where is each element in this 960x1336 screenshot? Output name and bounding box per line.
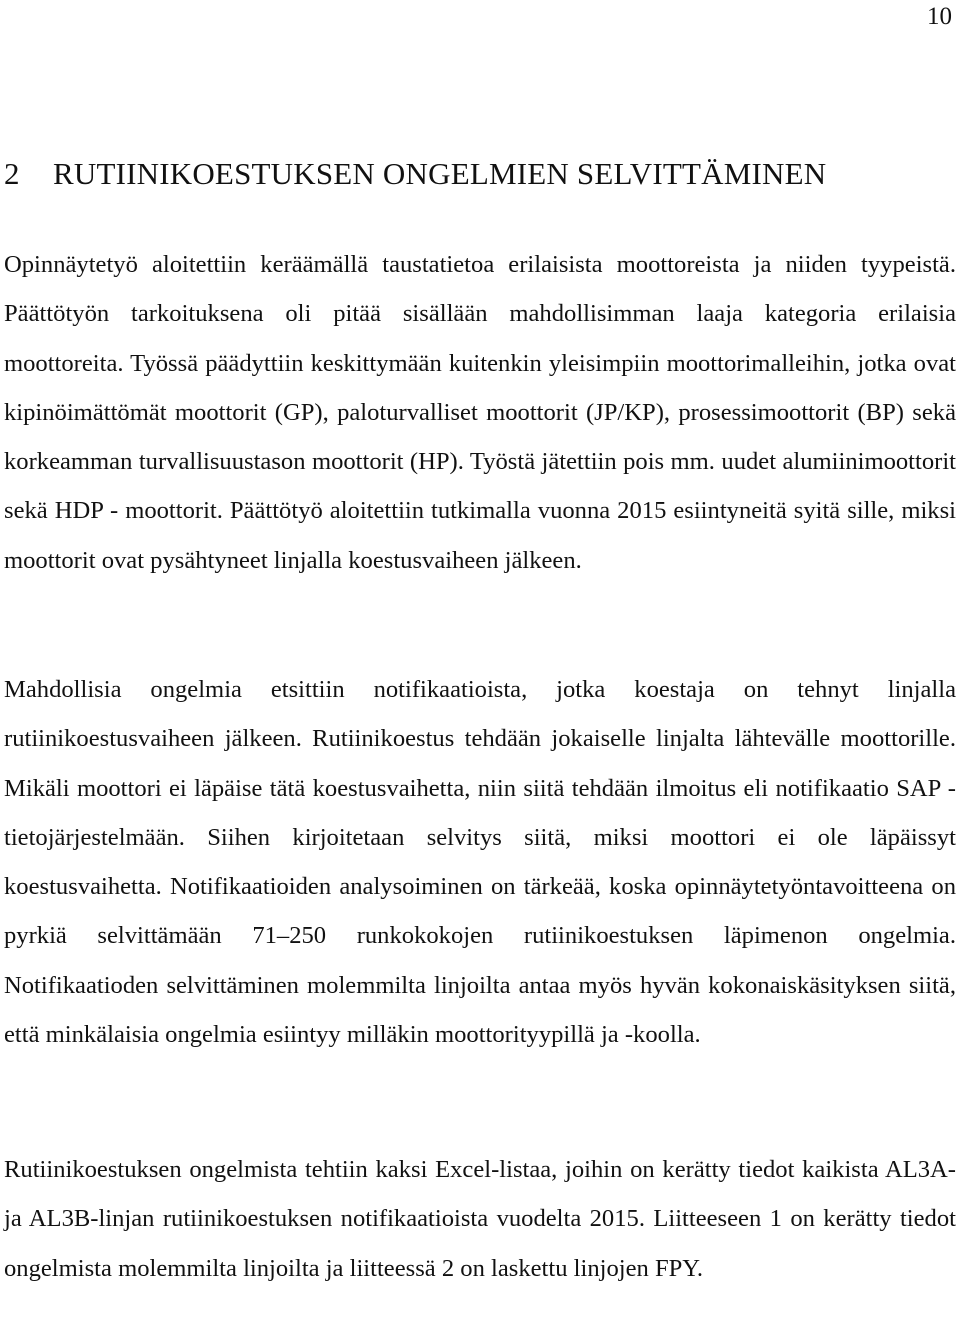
body-paragraph: Mahdollisia ongelmia etsittiin notifikaatioista, jotka koestaja on tehnyt linjalla rutiinikoestusvaiheen jälkeen. Rutiinikoestus tehdään jokaiselle linjalta lähtevälle moottorille. Mikäli moottori ei läpäise tätä koestusvaihetta, niin siitä tehdään ilmoitus eli notifikaatio SAP -tietojärjestelmään. Siihen kirjoitetaan selvitys siitä, miksi moottori ei ole läpäissyt koestusvaihetta. Notifikaatioiden analysoiminen on tärkeää, koska opinnäytetyöntavoitteena on pyrkiä selvittämään 71–250 runkokokojen rutiinikoestuksen läpimenon ongelmia. Notifikaatioden selvittäminen molemmilta linjoilta antaa myös hyvän kokonaiskäsityksen siitä, että minkälaisia ongelmia esiintyy milläkin moottorityypillä ja -koolla.: [4, 676, 956, 1049]
chapter-heading: [4, 152, 826, 196]
chapter-number: 2: [4, 156, 20, 191]
body-paragraph: Opinnäytetyö aloitettiin keräämällä taustatietoa erilaisista moottoreista ja niiden tyypeistä. Päättötyön tarkoituksena oli pitää sisällään mahdollisimman laaja kategoria erilaisia moottoreita. Työssä päädyttiin keskittymään kuitenkin yleisimpiin moottorimalleihin, jotka ovat kipinöimättömät moottorit (GP), paloturvalliset moottorit (JP/KP), prosessimoottorit (BP) sekä korkeamman turvallisuustason moottorit (HP). Työstä jätettiin pois mm. uudet alumiinimoottorit sekä HDP - moottorit. Päättötyö aloitettiin tutkimalla vuonna 2015 esiintyneitä syitä sille, miksi moottorit ovat pysähtyneet linjalla koestusvaiheen jälkeen.: [4, 251, 956, 574]
chapter-title: RUTIINIKOESTUKSEN ONGELMIEN SELVITTÄMINEN: [53, 156, 827, 191]
body-paragraph: Rutiinikoestuksen ongelmista tehtiin kaksi Excel-listaa, joihin on kerätty tiedot kaikista AL3A- ja AL3B-linjan rutiinikoestuksen notifikaatioista vuodelta 2015. Liitteeseen 1 on kerätty tiedot ongelmista molemmilta linjoilta ja liitteessä 2 on laskettu linjojen FPY.: [4, 1156, 956, 1282]
page-number: 10: [927, 3, 952, 30]
